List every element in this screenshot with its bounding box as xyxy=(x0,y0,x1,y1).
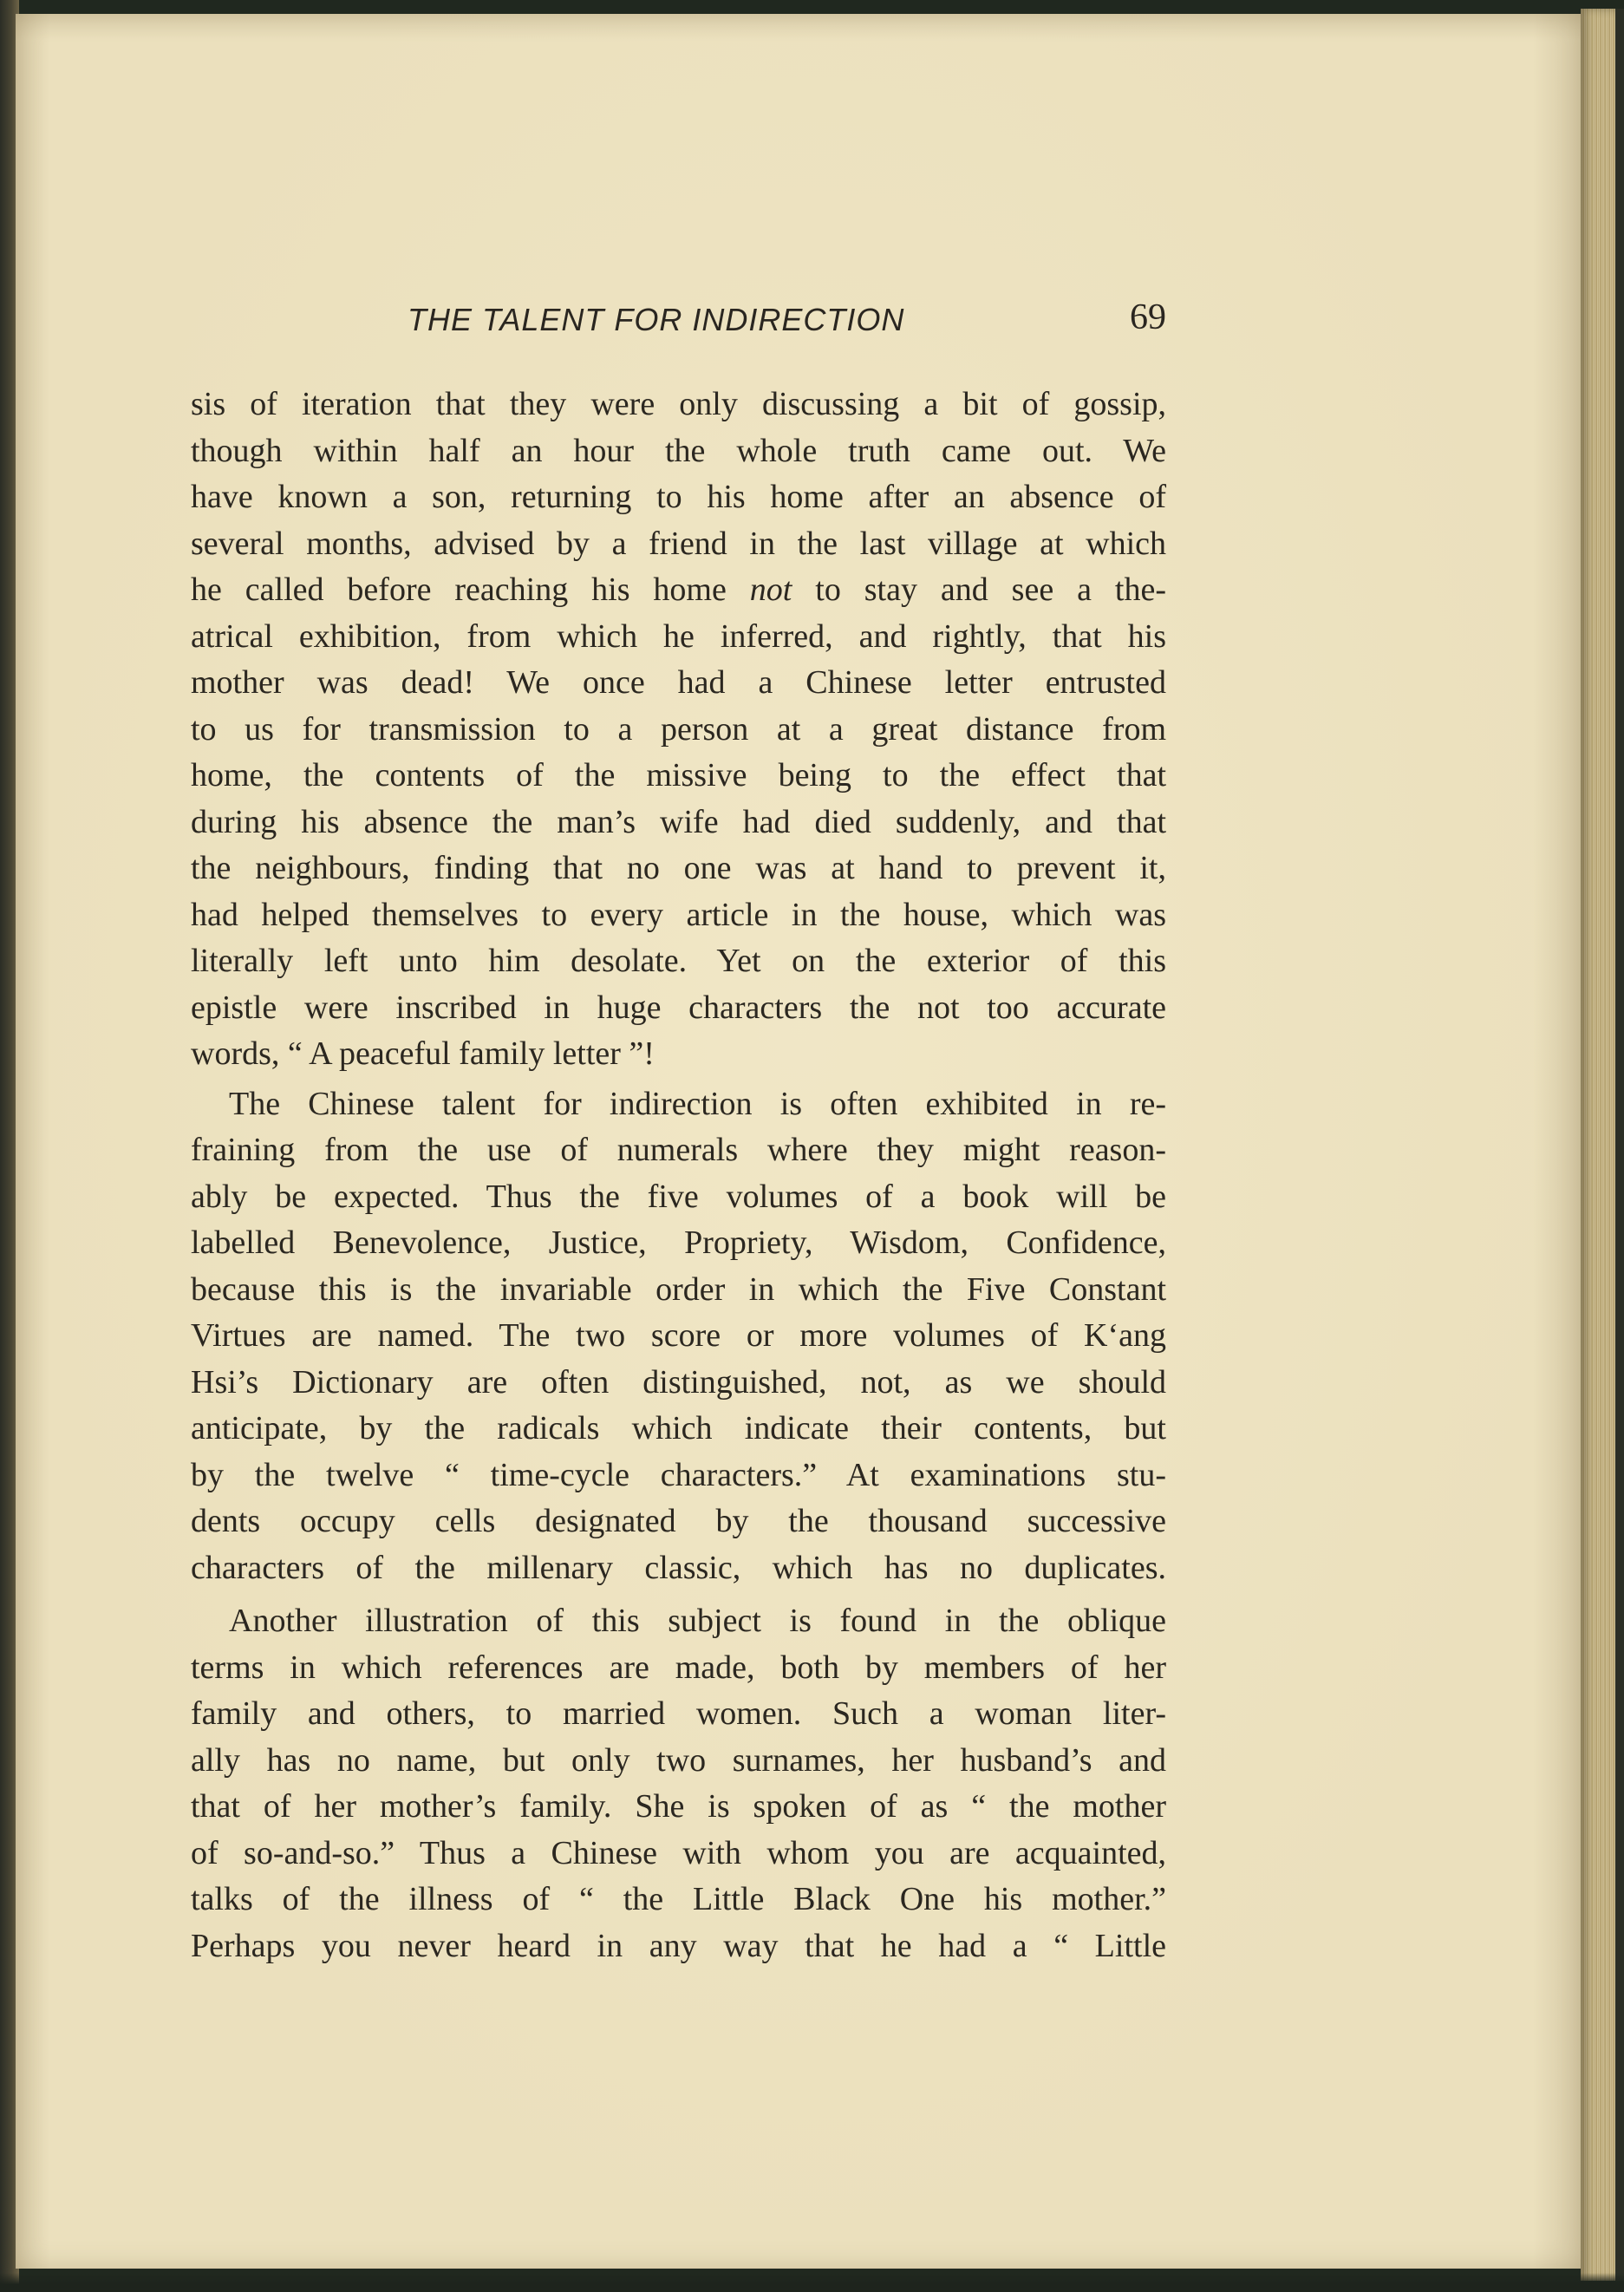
text-line: Another illustration of this subject is found in the oblique xyxy=(229,1603,1166,1639)
running-head-title: THE TALENT FOR INDIRECTION xyxy=(408,302,905,337)
text-line: atrical exhibition, from which he inferred, and rightly, that his xyxy=(191,617,1166,655)
text-line: ably be expected. Thus the five volumes of a book will be xyxy=(191,1178,1166,1215)
text-line: labelled Benevolence, Justice, Propriety, Wisdom, Confidence, xyxy=(191,1224,1166,1261)
text-run: he called before reaching his home xyxy=(191,571,750,608)
text-line: by the twelve “ time-cycle characters.” At examinations stu- xyxy=(191,1456,1166,1493)
text-line: dents occupy cells designated by the thousand successive xyxy=(191,1503,1166,1539)
text-line: during his absence the man’s wife had died suddenly, and that xyxy=(191,803,1166,840)
text-line: ally has no name, but only two surnames, her husband’s and xyxy=(191,1741,1166,1779)
text-line: sis of iteration that they were only discussing a bit of gossip, xyxy=(191,386,1166,422)
page-number: 69 xyxy=(1130,297,1166,337)
page-edge-stack xyxy=(1581,9,1624,2281)
text-line: terms in which references are made, both by members of her xyxy=(191,1649,1166,1686)
text-line: anticipate, by the radicals which indicate their contents, but xyxy=(191,1410,1166,1446)
italic-emphasis: not xyxy=(749,571,792,608)
text-line: talks of the illness of “ the Little Black One his mother.” xyxy=(191,1881,1166,1917)
text-line: home, the contents of the missive being to the effect that xyxy=(191,757,1166,793)
body-text xyxy=(191,382,1166,1969)
text-line: family and others, to married women. Such a woman liter- xyxy=(191,1695,1166,1732)
text-run: to stay and see a the- xyxy=(792,571,1166,608)
text-line: words, “ A peaceful family letter ”! xyxy=(191,1035,655,1072)
text-line: several months, advised by a friend in the last village at which xyxy=(191,525,1166,562)
text-line: of so-and-so.” Thus a Chinese with whom you are acquainted, xyxy=(191,1834,1166,1871)
text-line xyxy=(191,567,1166,614)
text-line: The Chinese talent for indirection is often exhibited in re- xyxy=(229,1085,1166,1122)
text-line: that of her mother’s family. She is spoken of as “ the mother xyxy=(191,1788,1166,1825)
text-line: Virtues are named. The two score or more volumes of K‘ang xyxy=(191,1317,1166,1354)
text-line: to us for transmission to a person at a great distance from xyxy=(191,710,1166,748)
text-line: though within half an hour the whole truth came out. We xyxy=(191,432,1166,469)
text-line: fraining from the use of numerals where they might reason- xyxy=(191,1132,1166,1168)
text-line: the neighbours, finding that no one was at hand to prevent it, xyxy=(191,850,1166,886)
running-header xyxy=(191,297,1166,354)
text-line: because this is the invariable order in which the Five Constant xyxy=(191,1270,1166,1308)
text-line: Perhaps you never heard in any way that he had a “ Little xyxy=(191,1927,1166,1964)
text-line: have known a son, returning to his home after an absence of xyxy=(191,479,1166,515)
text-line: epistle were inscribed in huge characters the not too accurate xyxy=(191,989,1166,1026)
text-line: mother was dead! We once had a Chinese letter entrusted xyxy=(191,664,1166,701)
text-line: Hsi’s Dictionary are often distinguished, not, as we should xyxy=(191,1363,1166,1401)
text-line: literally left unto him desolate. Yet on the exterior of this xyxy=(191,943,1166,979)
bottom-shadow xyxy=(0,2273,1624,2292)
text-line: had helped themselves to every article in the house, which was xyxy=(191,896,1166,933)
text-line: characters of the millenary classic, which has no duplicates. xyxy=(191,1549,1166,1586)
